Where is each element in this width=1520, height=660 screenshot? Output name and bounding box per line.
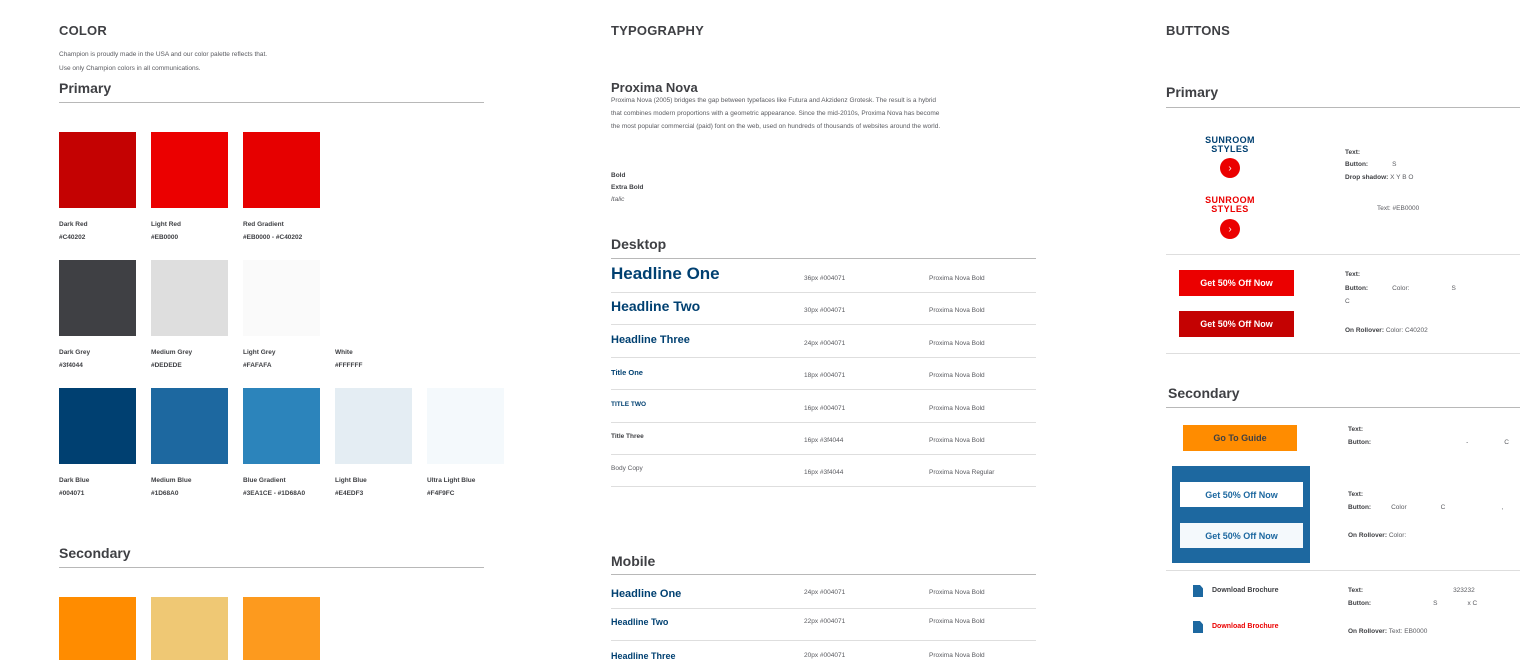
color-swatch-hex: #1D68A0 — [151, 490, 179, 497]
row-divider — [611, 389, 1036, 390]
type-font-weight: Proxima Nova Bold — [929, 340, 985, 347]
color-swatch-hex: #3f4044 — [59, 362, 83, 369]
color-swatch-name: Medium Blue — [151, 477, 192, 484]
type-sample: Headline Three — [611, 334, 690, 346]
color-swatch-hex: #EB0000 - #C40202 — [243, 234, 303, 241]
type-sample: Headline One — [611, 264, 720, 283]
white-spec-button: Button: Color C , — [1348, 504, 1504, 511]
sunroom-line-2: STYLES — [1211, 144, 1249, 154]
color-swatch-name: Red Gradient — [243, 221, 284, 228]
type-size-color: 24px #004071 — [804, 340, 846, 347]
row-divider — [611, 422, 1036, 423]
row-divider — [611, 292, 1036, 293]
go-to-guide-button[interactable]: Go To Guide — [1183, 425, 1297, 451]
primary-divider — [59, 102, 484, 103]
color-swatch-name: Dark Grey — [59, 349, 91, 356]
color-swatch-hex: #004071 — [59, 490, 85, 497]
white-spec-text: Text: — [1348, 491, 1364, 498]
row-divider — [611, 640, 1036, 641]
mobile-heading: Mobile — [611, 553, 656, 569]
type-font-weight: Proxima Nova Bold — [929, 589, 985, 596]
type-sample: Headline Two — [611, 298, 701, 314]
secondary-color-swatch — [243, 597, 320, 660]
color-swatch-name: Light Red — [151, 221, 181, 228]
font-description-line-1: Proxima Nova (2005) bridges the gap between typefaces like Futura and Akzidenz Grotesk. The result is a hybrid — [611, 97, 937, 104]
color-swatch-hex: #EB0000 — [151, 234, 179, 241]
row-divider — [611, 324, 1036, 325]
type-sample: Title Three — [611, 433, 644, 440]
font-description-line-2: that combines modern proportions with a geometric appearance. Since the mid-2010s, Proxima Nova has become — [611, 110, 940, 117]
color-swatch-name: Light Blue — [335, 477, 367, 484]
type-sample: Title One — [611, 368, 643, 377]
type-font-weight: Proxima Nova Bold — [929, 405, 985, 412]
sunroom-line-2: STYLES — [1211, 204, 1249, 214]
weight-bold: Bold — [611, 172, 626, 179]
type-font-weight: Proxima Nova Bold — [929, 307, 985, 314]
sunroom-line-1: SUNROOM — [1205, 195, 1255, 205]
sunroom-spec-button: Button: S — [1345, 161, 1397, 168]
secondary-colors-heading: Secondary — [59, 545, 131, 561]
color-swatch — [151, 388, 228, 464]
row-divider — [611, 357, 1036, 358]
sunroom-line-1: SUNROOM — [1205, 135, 1255, 145]
type-size-color: 16px #3f4044 — [804, 437, 844, 444]
weight-extra-bold: Extra Bold — [611, 184, 644, 191]
desktop-divider — [611, 258, 1036, 259]
mobile-divider — [611, 574, 1036, 575]
type-size-color: 16px #3f4044 — [804, 469, 844, 476]
color-swatch — [335, 260, 412, 336]
color-swatch — [59, 260, 136, 336]
blue-button-panel — [1172, 466, 1310, 563]
red-spec-rollover: On Rollover: Color: C40202 — [1345, 327, 1428, 334]
download-brochure-link-default[interactable]: Download Brochure — [1212, 587, 1279, 594]
color-swatch-name: Light Grey — [243, 349, 276, 356]
type-size-color: 24px #004071 — [804, 589, 846, 596]
secondary-color-swatch — [151, 597, 228, 660]
primary-colors-heading: Primary — [59, 80, 112, 96]
sunroom-styles-logo-blue — [1195, 136, 1265, 154]
color-swatch-hex: #F4F9FC — [427, 490, 455, 497]
type-size-color: 20px #004071 — [804, 652, 846, 659]
color-swatch — [335, 388, 412, 464]
buttons-section-title: BUTTONS — [1166, 23, 1230, 38]
sunroom-spec-text-color: Text: #EB0000 — [1377, 205, 1420, 212]
primary-buttons-divider — [1166, 107, 1520, 108]
color-swatch-hex: #E4EDF3 — [335, 490, 364, 497]
divider — [1166, 570, 1520, 571]
type-font-weight: Proxima Nova Bold — [929, 437, 985, 444]
color-intro-line-1: Champion is proudly made in the USA and our color palette reflects that. — [59, 51, 268, 58]
color-swatch — [427, 388, 504, 464]
guide-spec-text: Text: — [1348, 426, 1364, 433]
row-divider — [611, 454, 1036, 455]
type-sample: TITLE TWO — [611, 401, 647, 408]
type-sample: Body Copy — [611, 465, 643, 472]
color-swatch-hex: #FFFFFF — [335, 362, 363, 369]
color-intro-line-2: Use only Champion colors in all communications. — [59, 65, 201, 72]
document-icon — [1193, 621, 1203, 633]
color-swatch — [59, 388, 136, 464]
secondary-color-swatch — [59, 597, 136, 660]
color-swatch-name: Medium Grey — [151, 349, 193, 356]
type-sample: Headline Three — [611, 651, 676, 660]
color-swatch — [151, 132, 228, 208]
divider — [1166, 254, 1520, 255]
secondary-buttons-heading: Secondary — [1168, 385, 1240, 401]
red-spec-c: C — [1345, 298, 1350, 305]
color-swatch-name: Blue Gradient — [243, 477, 286, 484]
desktop-heading: Desktop — [611, 236, 667, 252]
chevron-right-icon: › — [1228, 223, 1232, 235]
color-swatch-name: Dark Red — [59, 221, 88, 228]
red-spec-button: Button: Color: S — [1345, 285, 1456, 292]
primary-buttons-heading: Primary — [1166, 84, 1219, 100]
color-swatch-name: Ultra Light Blue — [427, 477, 476, 484]
download-brochure-link-rollover[interactable]: Download Brochure — [1212, 623, 1279, 630]
color-swatch-name: Dark Blue — [59, 477, 90, 484]
type-size-color: 36px #004071 — [804, 275, 846, 282]
color-swatch-hex: #C40202 — [59, 234, 86, 241]
color-swatch — [243, 388, 320, 464]
type-font-weight: Proxima Nova Bold — [929, 372, 985, 379]
download-spec-rollover: On Rollover: Text: EB0000 — [1348, 628, 1428, 635]
download-spec-button: Button: S x C — [1348, 600, 1478, 607]
guide-spec-button: Button: - C — [1348, 439, 1509, 446]
get-50-off-button-default[interactable]: Get 50% Off Now — [1179, 270, 1294, 296]
sunroom-spec-drop-shadow: Drop shadow: X Y B O — [1345, 174, 1414, 181]
type-size-color: 18px #004071 — [804, 372, 846, 379]
divider — [1166, 353, 1520, 354]
secondary-buttons-divider — [1166, 407, 1520, 408]
get-50-off-button-rollover[interactable]: Get 50% Off Now — [1179, 311, 1294, 337]
chevron-right-icon: › — [1228, 162, 1232, 174]
color-section-title: COLOR — [59, 23, 107, 38]
document-icon — [1193, 585, 1203, 597]
weight-italic: Italic — [611, 196, 625, 203]
get-50-off-white-button-default[interactable]: Get 50% Off Now — [1180, 482, 1303, 507]
sunroom-spec-text: Text: — [1345, 149, 1361, 156]
type-sample: Headline Two — [611, 617, 669, 627]
color-swatch — [243, 132, 320, 208]
sunroom-styles-logo-red — [1195, 196, 1265, 214]
type-font-weight: Proxima Nova Regular — [929, 469, 995, 476]
type-size-color: 30px #004071 — [804, 307, 846, 314]
download-spec-text: Text: 323232 — [1348, 587, 1475, 594]
secondary-divider — [59, 567, 484, 568]
color-swatch-hex: #3EA1CE - #1D68A0 — [243, 490, 306, 497]
color-swatch-hex: #DEDEDE — [151, 362, 182, 369]
font-name: Proxima Nova — [611, 80, 698, 95]
white-spec-rollover: On Rollover: Color: — [1348, 532, 1407, 539]
typography-section-title: TYPOGRAPHY — [611, 23, 705, 38]
row-divider — [611, 608, 1036, 609]
red-spec-text: Text: — [1345, 271, 1361, 278]
color-swatch — [151, 260, 228, 336]
type-font-weight: Proxima Nova Bold — [929, 652, 985, 659]
font-description-line-3: the most popular commercial (paid) font on the web, used on hundreds of thousands of websites around the world. — [611, 123, 941, 130]
type-font-weight: Proxima Nova Bold — [929, 275, 985, 282]
type-size-color: 22px #004071 — [804, 618, 846, 625]
color-swatch-hex: #FAFAFA — [243, 362, 272, 369]
type-sample: Headline One — [611, 588, 682, 600]
type-font-weight: Proxima Nova Bold — [929, 618, 985, 625]
sunroom-chevron-button-2[interactable] — [1220, 219, 1240, 239]
color-swatch-name: White — [335, 349, 353, 356]
row-divider — [611, 486, 1036, 487]
color-swatch — [243, 260, 320, 336]
sunroom-chevron-button-1[interactable] — [1220, 158, 1240, 178]
color-swatch — [59, 132, 136, 208]
get-50-off-white-button-rollover[interactable]: Get 50% Off Now — [1180, 523, 1303, 548]
type-size-color: 16px #004071 — [804, 405, 846, 412]
